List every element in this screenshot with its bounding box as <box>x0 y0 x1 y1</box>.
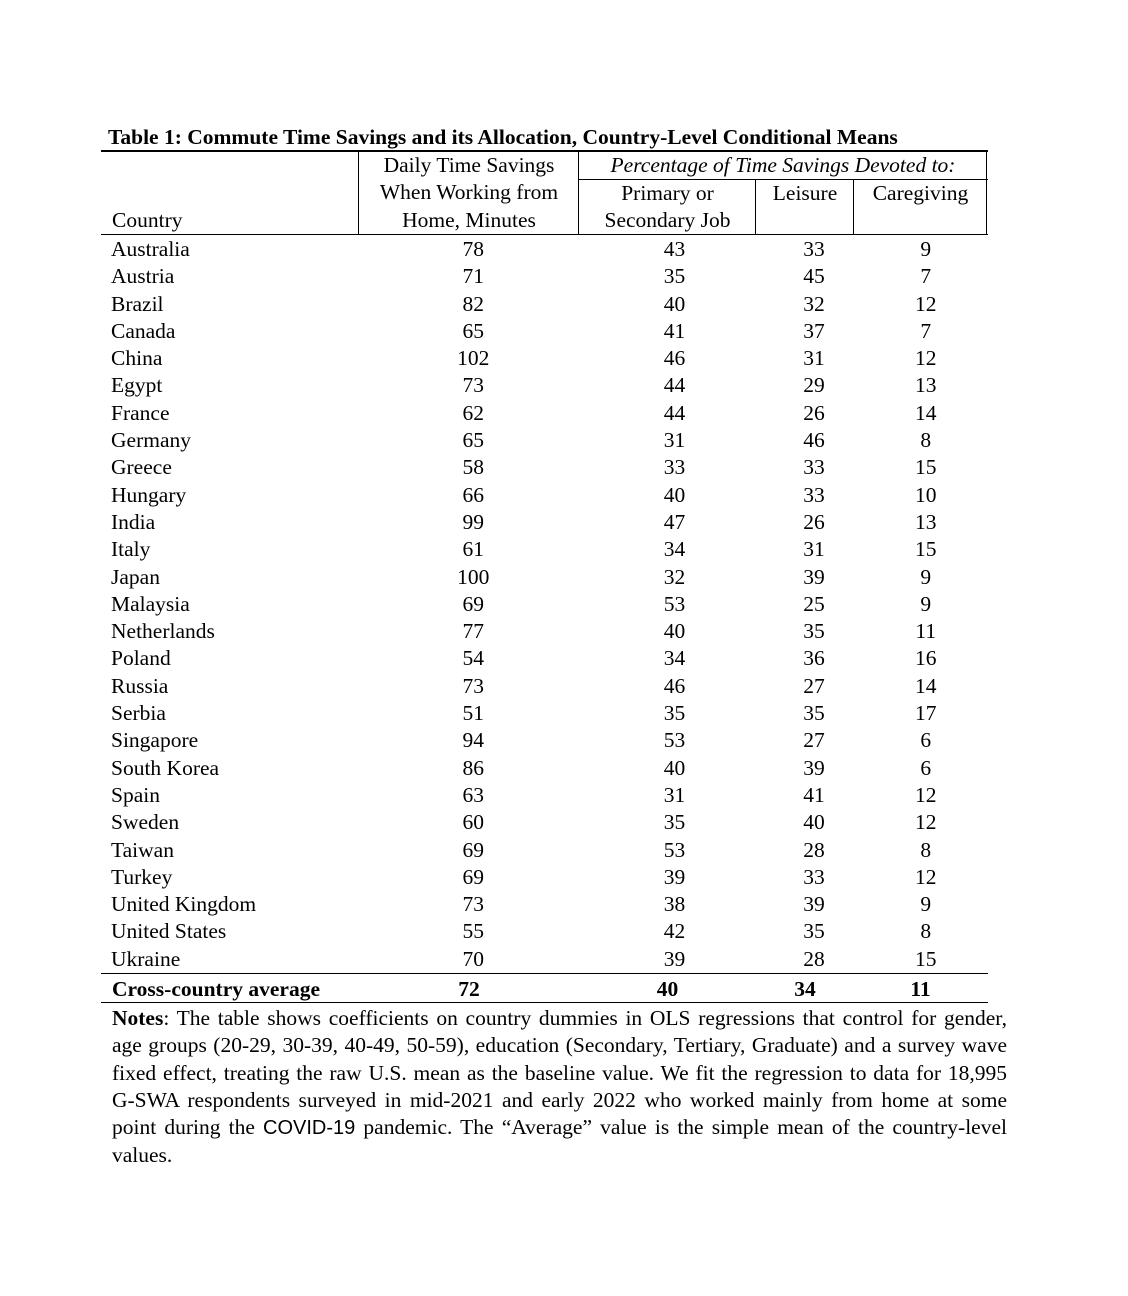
cell-job: 43 <box>663 237 686 261</box>
cell-job: 47 <box>663 509 686 534</box>
cell-job: 44 <box>663 373 686 398</box>
cell-country: Malaysia <box>111 591 190 616</box>
cell-savings: 66 <box>462 482 484 507</box>
cell-leisure: 45 <box>803 264 825 289</box>
cell-country: Turkey <box>111 864 173 889</box>
header-savings-line-1: Daily Time Savings <box>383 153 555 177</box>
notes-text-1: : The table shows coefficients on country dummies in OLS regressions that control for gender, age groups (20-29, 30-39, 40-49, 50-59), education (Secondary, Tertiary, Graduate) and a survey wave fixed effect, treating the raw U.S. mean as the baseline value. We fit the regression to data for 18,995 G-SWA respondents surveyed in mid-2021 and early 2022 who worked mainly from home at some point during the <box>112 1006 1007 1140</box>
cell-job: 34 <box>663 646 686 671</box>
table-row <box>101 564 988 591</box>
cell-country: United Kingdom <box>111 892 257 917</box>
header-country: Country <box>112 208 183 232</box>
table-row <box>101 891 988 918</box>
cell-caregiving: 12 <box>915 864 937 889</box>
cell-country: Australia <box>111 237 190 261</box>
cell-leisure: 25 <box>803 591 825 616</box>
average-bottom-rule <box>101 1002 988 1003</box>
cell-job: 44 <box>663 400 686 425</box>
cell-caregiving: 6 <box>920 755 932 780</box>
cell-caregiving: 17 <box>915 701 937 726</box>
cell-leisure: 37 <box>803 318 825 343</box>
notes-label: Notes <box>112 1006 164 1030</box>
cell-leisure: 41 <box>803 782 825 807</box>
cell-caregiving: 8 <box>920 428 932 453</box>
cell-country: Netherlands <box>111 619 215 644</box>
cell-savings: 78 <box>462 237 484 261</box>
cell-caregiving: 14 <box>915 400 937 425</box>
cell-country: South Korea <box>111 755 220 780</box>
cell-savings: 82 <box>462 291 484 316</box>
table-row <box>101 727 988 754</box>
table-row <box>101 618 988 645</box>
cell-savings: 99 <box>462 509 484 534</box>
cell-savings: 94 <box>462 728 484 753</box>
cell-job: 53 <box>663 728 686 753</box>
header-savings-line-3: Home, Minutes <box>402 208 536 232</box>
cell-leisure: 46 <box>803 428 825 453</box>
cell-country: Hungary <box>111 482 187 507</box>
cell-country: China <box>111 346 163 371</box>
cell-leisure: 27 <box>803 728 825 753</box>
cell-leisure: 33 <box>803 864 825 889</box>
average-label: Cross-country average <box>112 977 320 1001</box>
cell-caregiving: 6 <box>920 728 932 753</box>
cell-country: United States <box>111 919 227 944</box>
average-leisure: 34 <box>794 977 816 1001</box>
table-row <box>101 864 988 891</box>
cell-caregiving: 12 <box>915 810 937 835</box>
cell-leisure: 28 <box>803 837 825 862</box>
cell-country: Poland <box>111 646 171 671</box>
average-savings: 72 <box>458 977 480 1001</box>
cell-leisure: 33 <box>803 455 825 480</box>
cell-caregiving: 15 <box>915 946 937 971</box>
average-top-rule <box>101 973 988 974</box>
cell-country: Sweden <box>111 810 180 835</box>
cell-job: 46 <box>663 673 686 698</box>
cell-country: Canada <box>111 318 176 343</box>
cell-caregiving: 16 <box>915 646 937 671</box>
table-notes <box>112 1005 1007 1170</box>
table-row <box>101 236 988 263</box>
cell-savings: 60 <box>462 810 484 835</box>
cell-job: 40 <box>663 291 686 316</box>
cell-savings: 77 <box>462 619 484 644</box>
cell-job: 31 <box>663 428 686 453</box>
table-row <box>101 372 988 399</box>
average-caregiving: 11 <box>910 977 931 1001</box>
cell-job: 46 <box>663 346 686 371</box>
header-caregiving: Caregiving <box>872 181 969 205</box>
table-title: Table 1: Commute Time Savings and its Allocation, Country-Level Conditional Means <box>108 125 898 149</box>
cell-leisure: 31 <box>803 537 825 562</box>
cell-leisure: 31 <box>803 346 825 371</box>
cell-leisure: 40 <box>803 810 825 835</box>
cell-caregiving: 7 <box>920 264 932 289</box>
cell-savings: 73 <box>462 373 484 398</box>
cell-country: Egypt <box>111 373 163 398</box>
table-row <box>101 427 988 454</box>
table-row <box>101 291 988 318</box>
cell-job: 38 <box>663 892 686 917</box>
cell-savings: 65 <box>462 318 484 343</box>
table-row <box>101 400 988 427</box>
cell-job: 42 <box>663 919 686 944</box>
cell-caregiving: 7 <box>920 318 932 343</box>
cell-country: Austria <box>111 264 175 289</box>
cell-caregiving: 9 <box>920 237 932 261</box>
cell-country: Greece <box>111 455 172 480</box>
cell-savings: 58 <box>462 455 484 480</box>
cell-caregiving: 15 <box>915 455 937 480</box>
cell-savings: 86 <box>462 755 484 780</box>
cell-country: Brazil <box>111 291 164 316</box>
cell-caregiving: 12 <box>915 291 937 316</box>
table-row <box>101 591 988 618</box>
table-row <box>101 918 988 945</box>
cell-job: 53 <box>663 591 686 616</box>
cell-leisure: 39 <box>803 564 825 589</box>
header-leisure: Leisure <box>772 181 838 205</box>
header-savings-line-2: When Working from <box>379 180 559 204</box>
cell-leisure: 26 <box>803 509 825 534</box>
cell-leisure: 29 <box>803 373 825 398</box>
cell-caregiving: 12 <box>915 346 937 371</box>
cell-leisure: 32 <box>803 291 825 316</box>
table-row <box>101 673 988 700</box>
cell-country: Ukraine <box>111 946 181 971</box>
cell-job: 40 <box>663 482 686 507</box>
notes-text-2: pandemic. The “Average” value is the simple mean of the country-level values. <box>112 1115 1007 1168</box>
cell-savings: 63 <box>462 782 484 807</box>
cell-leisure: 33 <box>803 237 825 261</box>
table-row <box>101 645 988 672</box>
cell-leisure: 35 <box>803 919 825 944</box>
table-row <box>101 837 988 864</box>
cell-caregiving: 9 <box>920 591 932 616</box>
cell-savings: 65 <box>462 428 484 453</box>
cell-job: 35 <box>663 701 686 726</box>
cell-job: 35 <box>663 264 686 289</box>
cell-leisure: 35 <box>803 701 825 726</box>
cell-savings: 51 <box>462 701 484 726</box>
cell-leisure: 39 <box>803 755 825 780</box>
cell-caregiving: 8 <box>920 919 932 944</box>
table-row <box>101 263 988 290</box>
cell-caregiving: 14 <box>915 673 937 698</box>
header-percentage-group: Percentage of Time Savings Devoted to: <box>610 153 956 177</box>
table-row <box>101 536 988 563</box>
cell-leisure: 36 <box>803 646 825 671</box>
cell-job: 35 <box>663 810 686 835</box>
table-row <box>101 345 988 372</box>
cell-country: India <box>111 509 156 534</box>
cell-savings: 69 <box>462 837 484 862</box>
cell-caregiving: 15 <box>915 537 937 562</box>
cell-caregiving: 10 <box>915 482 937 507</box>
cell-country: Spain <box>111 782 160 807</box>
cell-country: France <box>111 400 170 425</box>
table-row <box>101 809 988 836</box>
cell-country: Russia <box>111 673 169 698</box>
cell-savings: 100 <box>457 564 490 589</box>
table-row <box>101 318 988 345</box>
cell-leisure: 35 <box>803 619 825 644</box>
cell-job: 41 <box>663 318 686 343</box>
cell-leisure: 26 <box>803 400 825 425</box>
table-row <box>101 454 988 481</box>
table-row <box>101 755 988 782</box>
cell-savings: 102 <box>457 346 490 371</box>
cell-savings: 71 <box>462 264 484 289</box>
average-job: 40 <box>656 977 679 1001</box>
table-row <box>101 700 988 727</box>
cell-country: Italy <box>111 537 151 562</box>
cell-country: Germany <box>111 428 191 453</box>
cell-leisure: 27 <box>803 673 825 698</box>
cell-caregiving: 13 <box>915 509 937 534</box>
header-job-line-1: Primary or <box>621 181 714 205</box>
cell-caregiving: 9 <box>920 892 932 917</box>
cell-job: 40 <box>663 755 686 780</box>
cell-savings: 61 <box>462 537 484 562</box>
notes-covid: COVID-19 <box>263 1117 356 1140</box>
table-row <box>101 482 988 509</box>
cell-job: 32 <box>663 564 686 589</box>
table-row <box>101 509 988 536</box>
cell-savings: 62 <box>462 400 484 425</box>
table-row <box>101 946 988 973</box>
cell-country: Singapore <box>111 728 199 753</box>
cell-country: Serbia <box>111 701 166 726</box>
cell-job: 33 <box>663 455 686 480</box>
cell-country: Japan <box>111 564 160 589</box>
cell-savings: 69 <box>462 591 484 616</box>
cell-caregiving: 11 <box>915 619 937 644</box>
cell-job: 39 <box>663 864 686 889</box>
cell-savings: 54 <box>462 646 484 671</box>
table-row <box>101 782 988 809</box>
cell-savings: 69 <box>462 864 484 889</box>
cell-job: 40 <box>663 619 686 644</box>
cell-job: 31 <box>663 782 686 807</box>
cell-savings: 55 <box>462 919 484 944</box>
cell-caregiving: 8 <box>920 837 932 862</box>
cell-savings: 73 <box>462 673 484 698</box>
cell-leisure: 39 <box>803 892 825 917</box>
cell-leisure: 28 <box>803 946 825 971</box>
cell-job: 53 <box>663 837 686 862</box>
cell-savings: 73 <box>462 892 484 917</box>
cell-job: 34 <box>663 537 686 562</box>
cell-caregiving: 9 <box>920 564 932 589</box>
cell-country: Taiwan <box>111 837 174 862</box>
cell-savings: 70 <box>462 946 484 971</box>
cell-leisure: 33 <box>803 482 825 507</box>
header-job-line-2: Secondary Job <box>604 208 731 232</box>
cell-caregiving: 13 <box>915 373 937 398</box>
cell-caregiving: 12 <box>915 782 937 807</box>
data-table <box>101 236 988 973</box>
cell-job: 39 <box>663 946 686 971</box>
